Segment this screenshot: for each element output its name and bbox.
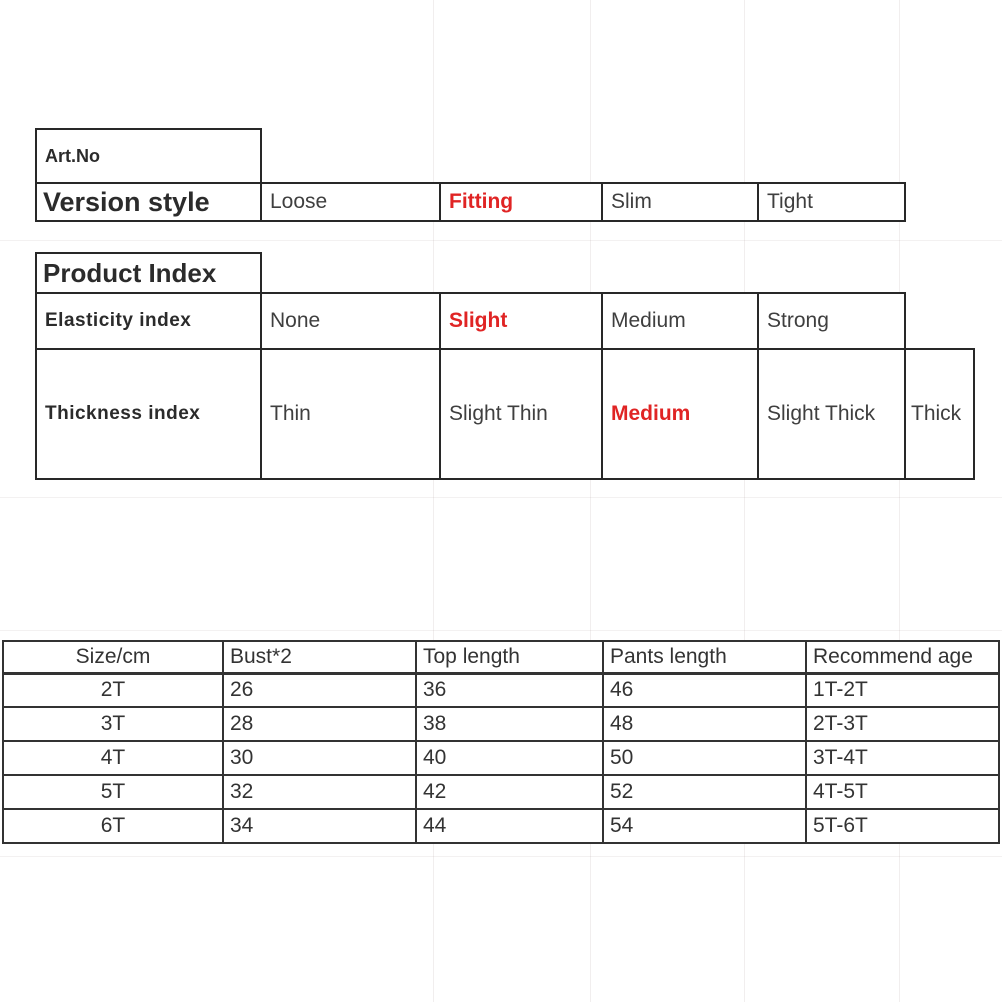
version-style-label: Version style <box>35 182 262 222</box>
col-header-top-length: Top length <box>416 641 603 673</box>
elasticity-option-medium: Medium <box>601 292 759 350</box>
table-row <box>3 673 999 707</box>
cell-bust: 32 <box>223 775 416 809</box>
cell-top: 44 <box>416 809 603 843</box>
size-chart-table <box>2 640 1000 844</box>
col-header-pants-length: Pants length <box>603 641 806 673</box>
table-row <box>3 707 999 741</box>
cell-age: 2T-3T <box>806 707 999 741</box>
cell-age: 5T-6T <box>806 809 999 843</box>
cell-age: 1T-2T <box>806 673 999 707</box>
table-row <box>3 809 999 843</box>
cell-top: 36 <box>416 673 603 707</box>
elasticity-index-label: Elasticity index <box>35 292 262 350</box>
cell-pants: 48 <box>603 707 806 741</box>
thickness-index-label: Thickness index <box>35 348 262 480</box>
gridline-vertical <box>433 0 434 1002</box>
product-index-header: Product Index <box>35 252 262 294</box>
table-row <box>3 775 999 809</box>
cell-bust: 26 <box>223 673 416 707</box>
table-row <box>3 741 999 775</box>
version-option-fitting: Fitting <box>439 182 603 222</box>
size-table-header-row <box>3 641 999 673</box>
thickness-option-slight-thin: Slight Thin <box>439 348 603 480</box>
col-header-recommend-age: Recommend age <box>806 641 999 673</box>
thickness-option-thin: Thin <box>260 348 441 480</box>
version-option-loose: Loose <box>260 182 441 222</box>
cell-pants: 46 <box>603 673 806 707</box>
cell-bust: 30 <box>223 741 416 775</box>
cell-bust: 34 <box>223 809 416 843</box>
cell-size: 4T <box>3 741 223 775</box>
cell-size: 3T <box>3 707 223 741</box>
gridline-vertical <box>590 0 591 1002</box>
thickness-option-medium: Medium <box>601 348 759 480</box>
gridline-horizontal <box>0 856 1002 857</box>
cell-size: 2T <box>3 673 223 707</box>
gridline-horizontal <box>0 240 1002 241</box>
thickness-option-thick: Thick <box>904 348 975 480</box>
elasticity-option-strong: Strong <box>757 292 906 350</box>
cell-age: 3T-4T <box>806 741 999 775</box>
elasticity-option-none: None <box>260 292 441 350</box>
thickness-option-slight-thick: Slight Thick <box>757 348 906 480</box>
version-option-slim: Slim <box>601 182 759 222</box>
cell-size: 6T <box>3 809 223 843</box>
col-header-size: Size/cm <box>3 641 223 673</box>
col-header-bust: Bust*2 <box>223 641 416 673</box>
cell-pants: 54 <box>603 809 806 843</box>
cell-size: 5T <box>3 775 223 809</box>
cell-top: 40 <box>416 741 603 775</box>
cell-bust: 28 <box>223 707 416 741</box>
gridline-horizontal <box>0 630 1002 631</box>
art-no-cell: Art.No <box>35 128 262 184</box>
cell-pants: 52 <box>603 775 806 809</box>
elasticity-option-slight: Slight <box>439 292 603 350</box>
cell-age: 4T-5T <box>806 775 999 809</box>
cell-top: 38 <box>416 707 603 741</box>
gridline-vertical <box>899 0 900 1002</box>
gridline-vertical <box>744 0 745 1002</box>
cell-pants: 50 <box>603 741 806 775</box>
version-option-tight: Tight <box>757 182 906 222</box>
gridline-horizontal <box>0 497 1002 498</box>
cell-top: 42 <box>416 775 603 809</box>
